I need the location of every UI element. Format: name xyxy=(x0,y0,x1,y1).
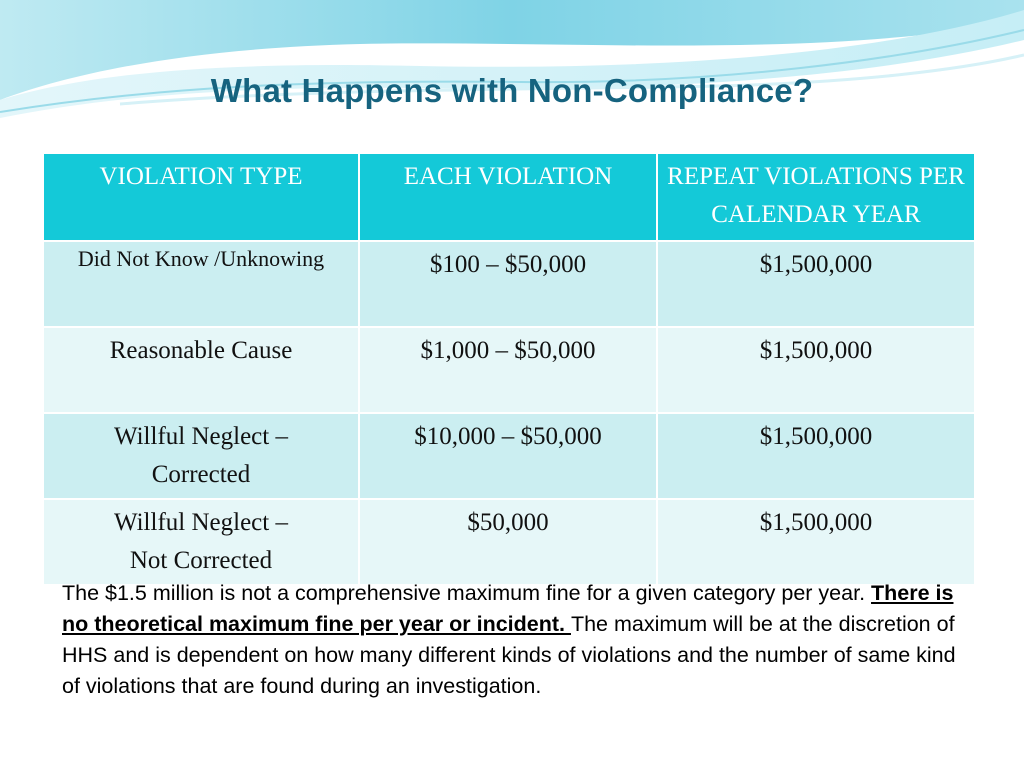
violation-penalty-table xyxy=(42,152,976,586)
table-row xyxy=(43,413,975,499)
each-violation-cell: $10,000 – $50,000 xyxy=(359,413,657,499)
header-violation-type: VIOLATION TYPE xyxy=(43,153,359,241)
footnote-text-intro: The $1.5 million is not a comprehensive maximum fine for a given category per year. xyxy=(62,581,872,605)
table-row xyxy=(43,499,975,585)
footnote-emphasis: There is no theoretical maximum fine per year or incident. xyxy=(62,581,954,636)
table-row xyxy=(43,241,975,327)
each-violation-cell: $1,000 – $50,000 xyxy=(359,327,657,413)
footnote-text-rest: The maximum will be at the discretion of HHS and is dependent on how many different kinds of violations and the number of same kind of violations that are found during an investigation. xyxy=(62,612,956,698)
each-violation-cell: $100 – $50,000 xyxy=(359,241,657,327)
header-swoosh-decoration xyxy=(0,0,1024,130)
repeat-violations-cell: $1,500,000 xyxy=(657,413,975,499)
repeat-violations-cell: $1,500,000 xyxy=(657,327,975,413)
each-violation-cell: $50,000 xyxy=(359,499,657,585)
violation-type-cell: Did Not Know /Unknowing xyxy=(43,241,359,327)
page-title: What Happens with Non-Compliance? xyxy=(210,72,814,109)
violation-type-cell: Willful Neglect – Corrected xyxy=(43,413,359,499)
header-repeat-violations: REPEAT VIOLATIONS PER CALENDAR YEAR xyxy=(657,153,975,241)
repeat-violations-cell: $1,500,000 xyxy=(657,499,975,585)
violation-type-cell: Willful Neglect – Not Corrected xyxy=(43,499,359,585)
table-header-row xyxy=(43,153,975,241)
violation-type-cell: Reasonable Cause xyxy=(43,327,359,413)
repeat-violations-cell: $1,500,000 xyxy=(657,241,975,327)
table-row xyxy=(43,327,975,413)
header-each-violation: EACH VIOLATION xyxy=(359,153,657,241)
footnote-paragraph xyxy=(62,578,972,702)
